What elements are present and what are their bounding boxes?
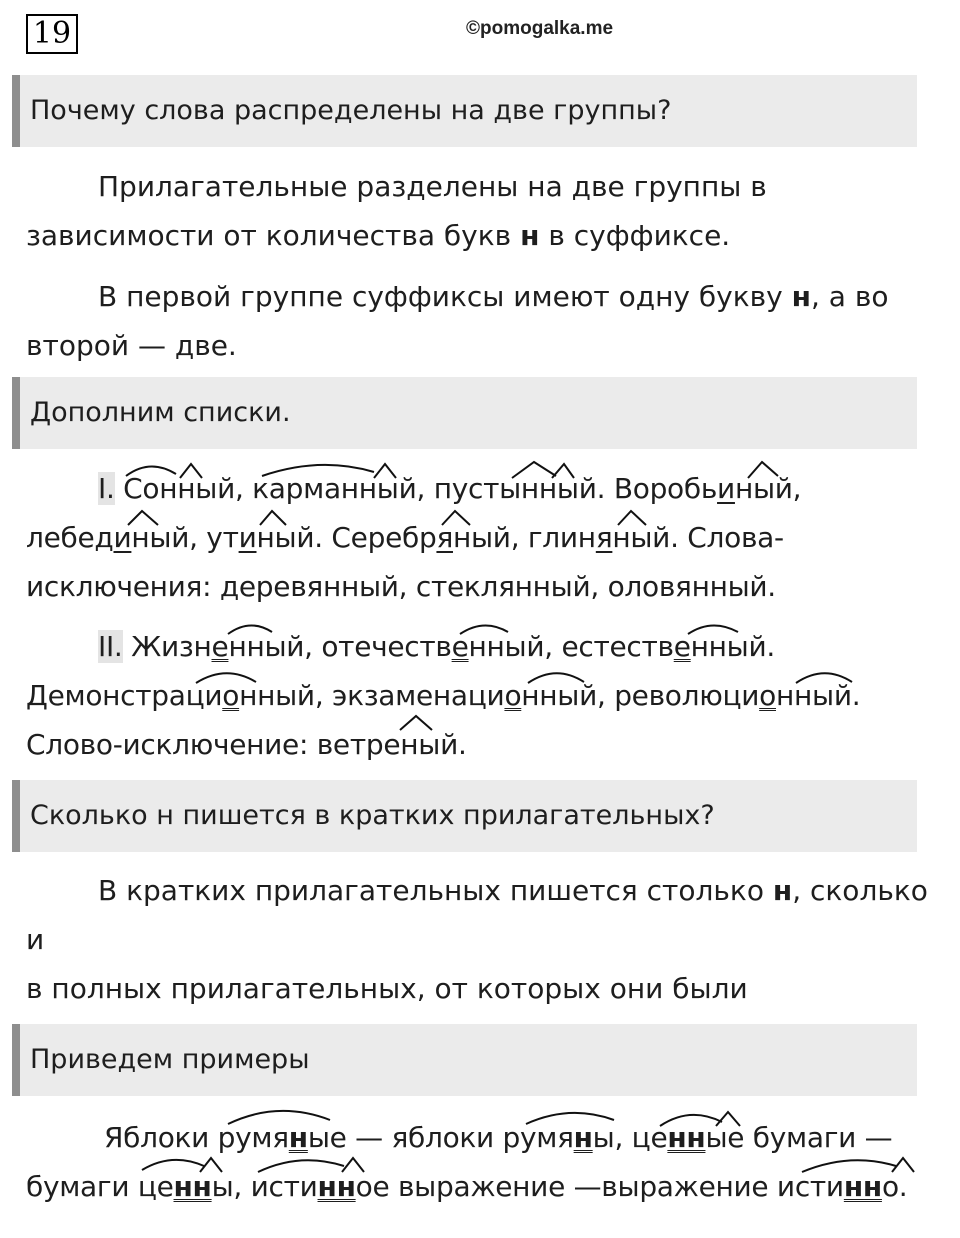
answer-1-paragraph-1: Прилагательные разделены на две группы в зависимости от количества букв н в суффиксе.: [26, 170, 767, 252]
list-marker-2: II.: [98, 630, 123, 663]
examples: Яблоки румяные — яблоки румяны, ценные бумаги — бумаги ценны, истинное выражение —выражение истинно.: [26, 1121, 908, 1203]
copyright: ©pomogalka.me: [466, 18, 614, 39]
list-marker-1: I.: [98, 472, 115, 505]
answer-1-paragraph-2: В первой группе суффиксы имеют одну букву н, а во второй — две.: [26, 280, 889, 362]
question-4: Приведем примеры: [12, 1024, 917, 1096]
page-number: 19: [26, 14, 78, 54]
question-3: Сколько н пишется в кратких прилагательных?: [12, 780, 917, 852]
question-2: Дополним списки.: [12, 377, 917, 449]
list-group-2: II. Жизненный, отечественный, естественный. Демонстрационный, экзаменационный, революционный. Слово-исключение: ветреный.: [26, 630, 861, 761]
question-1: Почему слова распределены на две группы?: [12, 75, 917, 147]
answer-3: В кратких прилагательных пишется столько н, сколько и в полных прилагательных, от которых они были: [26, 874, 928, 1005]
list-group-1: I. Сонный, карманный, пустынный. Воробьиный, лебединый, утиный. Серебряный, глиняный. Слова- исключения: деревянный, стеклянный, оловянный.: [26, 472, 802, 603]
